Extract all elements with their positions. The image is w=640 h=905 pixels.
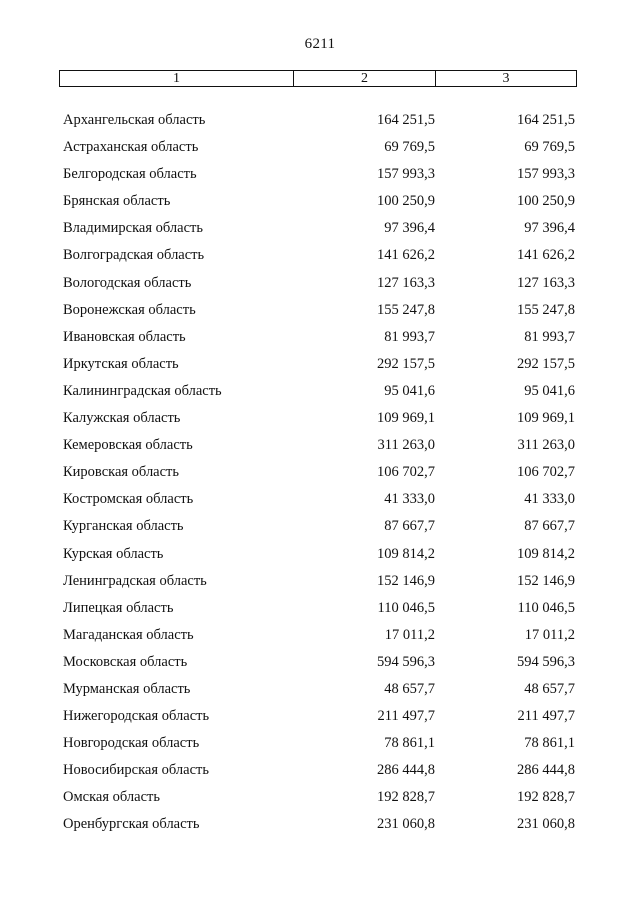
region-name: Калужская область [63,410,181,427]
value-column-3: 95 041,6 [524,382,575,399]
region-name: Волгоградская область [63,247,205,264]
region-name: Курская область [63,545,164,562]
table-row [0,571,640,598]
value-column-2: 155 247,8 [377,301,435,318]
table-row [0,191,640,218]
table-row [0,164,640,191]
value-column-3: 311 263,0 [517,437,575,454]
value-column-3: 164 251,5 [517,112,575,128]
page-number: 6211 [304,36,336,52]
region-name: Костромская область [63,491,194,508]
table-row [0,760,640,787]
value-column-3: 110 046,5 [517,599,575,616]
table-row [0,652,640,679]
table-row [0,137,640,164]
value-column-3: 594 596,3 [517,653,575,670]
value-column-3: 69 769,5 [524,139,575,156]
value-column-2: 69 769,5 [384,139,435,156]
table-column-header [59,70,577,87]
value-column-3: 87 667,7 [524,518,575,535]
region-name: Магаданская область [63,626,194,643]
table-row [0,354,640,381]
region-name: Калининградская область [63,382,222,399]
region-name: Ивановская область [63,328,186,345]
value-column-3: 155 247,8 [517,301,575,318]
table-row [0,489,640,516]
value-column-3: 152 146,9 [517,572,575,589]
column-header-3: 3 [502,71,510,86]
table-row [0,110,640,137]
region-name: Вологодская область [63,274,192,291]
value-column-3: 41 333,0 [524,491,575,508]
table-row [0,516,640,543]
table-row [0,327,640,354]
region-name: Ленинградская область [63,572,207,589]
value-column-3: 109 969,1 [517,410,575,427]
value-column-3: 127 163,3 [517,274,575,291]
value-column-2: 95 041,6 [384,382,435,399]
region-name: Липецкая область [63,599,174,616]
value-column-2: 192 828,7 [377,789,435,806]
value-column-2: 157 993,3 [377,166,435,183]
value-column-3: 78 861,1 [524,735,575,752]
table-row [0,381,640,408]
table-row [0,245,640,272]
value-column-3: 109 814,2 [517,545,575,562]
value-column-2: 78 861,1 [384,735,435,752]
value-column-3: 211 497,7 [517,708,575,725]
value-column-3: 192 828,7 [517,789,575,806]
table-row [0,300,640,327]
value-column-2: 48 657,7 [384,680,435,697]
region-name: Московская область [63,653,188,670]
value-column-2: 127 163,3 [377,274,435,291]
value-column-2: 141 626,2 [377,247,435,264]
value-column-2: 594 596,3 [377,653,435,670]
table-row [0,733,640,760]
value-column-2: 109 814,2 [377,545,435,562]
table-row [0,462,640,489]
region-name: Владимирская область [63,220,203,237]
region-name: Новосибирская область [63,762,209,779]
region-name: Нижегородская область [63,708,210,725]
value-column-2: 106 702,7 [377,464,435,481]
region-name: Оренбургская область [63,816,200,833]
table-row [0,814,640,841]
value-column-2: 109 969,1 [377,410,435,427]
region-name: Астраханская область [63,139,199,156]
value-column-3: 286 444,8 [517,762,575,779]
value-column-2: 231 060,8 [377,816,435,833]
region-name: Курганская область [63,518,184,535]
table-row [0,408,640,435]
table-row [0,706,640,733]
value-column-2: 100 250,9 [377,193,435,210]
value-column-3: 231 060,8 [517,816,575,833]
value-column-2: 97 396,4 [384,220,435,237]
table-row [0,787,640,814]
value-column-2: 87 667,7 [384,518,435,535]
region-name: Новгородская область [63,735,200,752]
value-column-2: 152 146,9 [377,572,435,589]
value-column-2: 110 046,5 [377,599,435,616]
value-column-3: 292 157,5 [517,355,575,372]
table-row [0,679,640,706]
value-column-3: 157 993,3 [517,166,575,183]
column-header-1: 1 [60,71,294,86]
value-column-2: 41 333,0 [384,491,435,508]
table-row [0,218,640,245]
region-name: Иркутская область [63,355,179,372]
table-row [0,625,640,652]
region-name: Архангельская область [63,112,206,128]
region-name: Омская область [63,789,160,806]
table-row [0,435,640,462]
value-column-2: 286 444,8 [377,762,435,779]
region-name: Воронежская область [63,301,196,318]
value-column-3: 141 626,2 [517,247,575,264]
value-column-3: 81 993,7 [524,328,575,345]
value-column-2: 211 497,7 [377,708,435,725]
value-column-2: 164 251,5 [377,112,435,128]
value-column-3: 48 657,7 [524,680,575,697]
table-row [0,598,640,625]
value-column-2: 81 993,7 [384,328,435,345]
value-column-3: 106 702,7 [517,464,575,481]
column-header-2: 2 [294,71,436,86]
value-column-3: 100 250,9 [517,193,575,210]
value-column-2: 292 157,5 [377,355,435,372]
value-column-2: 311 263,0 [377,437,435,454]
value-column-3: 17 011,2 [524,626,575,643]
region-name: Мурманская область [63,680,191,697]
region-name: Белгородская область [63,166,197,183]
region-name: Брянская область [63,193,171,210]
value-column-2: 17 011,2 [384,626,435,643]
region-name: Кемеровская область [63,437,193,454]
value-column-3: 97 396,4 [524,220,575,237]
table-row [0,544,640,571]
region-name: Кировская область [63,464,180,481]
table-body [0,110,640,842]
table-row [0,273,640,300]
